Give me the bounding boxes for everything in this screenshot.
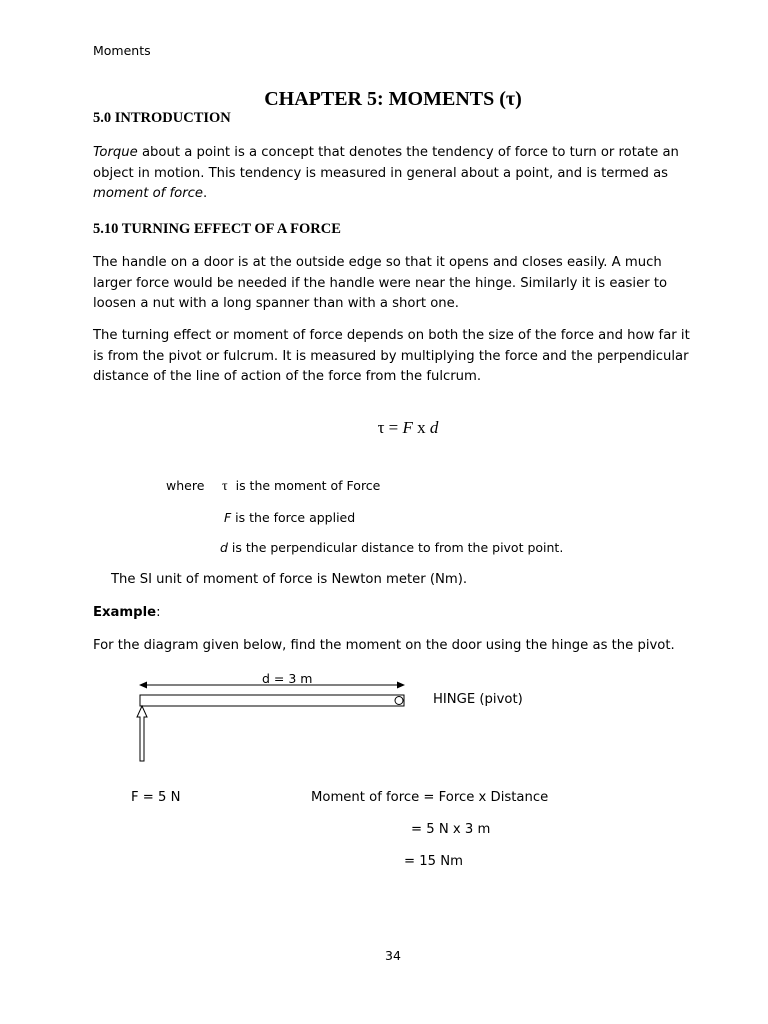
force-label: F = 5 N bbox=[131, 790, 181, 805]
intro-text-2: . bbox=[203, 186, 208, 201]
force-definition bbox=[224, 510, 355, 525]
intro-text-1: about a point is a concept that denotes the tendency of force to turn or rotate an object in motion. This tendency is measured in general about a point, and is termed as bbox=[93, 145, 679, 181]
running-header: Moments bbox=[93, 43, 151, 58]
torque-formula bbox=[0, 418, 768, 438]
turning-paragraph-1: The handle on a door is at the outside edge so that it opens and closes easily. A much larger force would be needed if the handle were near the hinge. Similarly it is easier to loosen a nut with a long spanner than with a short one. bbox=[93, 255, 668, 311]
example-colon: : bbox=[156, 605, 161, 620]
force-definition-text: is the force applied bbox=[231, 510, 356, 525]
tau-definition-text: is the moment of Force bbox=[235, 478, 381, 493]
calc-line-1: Moment of force = Force x Distance bbox=[311, 790, 549, 805]
turning-paragraph-2: The turning effect or moment of force depends on both the size of the force and how far it is from the pivot or fulcrum. It is measured by multiplying the force and the perpendicular distance of the line of action of the force from the fulcrum. bbox=[93, 328, 690, 384]
force-symbol: F bbox=[224, 510, 232, 525]
distance-symbol: d bbox=[220, 540, 228, 555]
example-label bbox=[93, 605, 161, 620]
calc-line-2: = 5 N x 3 m bbox=[411, 822, 491, 837]
example-question: For the diagram given below, find the moment on the door using the hinge as the pivot. bbox=[93, 638, 675, 653]
distance-definition bbox=[220, 540, 563, 555]
intro-heading: 5.0 INTRODUCTION bbox=[93, 110, 231, 126]
si-unit-statement: The SI unit of moment of force is Newton meter (Nm). bbox=[111, 572, 468, 587]
hinge-label: HINGE (pivot) bbox=[433, 692, 523, 707]
formula-force: F bbox=[402, 418, 413, 437]
chapter-title: CHAPTER 5: MOMENTS (τ) bbox=[264, 88, 522, 110]
page-number: 34 bbox=[385, 948, 401, 963]
hinge-circle bbox=[395, 697, 403, 705]
door-bar bbox=[140, 695, 404, 706]
tau-symbol: τ bbox=[222, 479, 228, 494]
tau-definition bbox=[222, 478, 380, 495]
torque-term: Torque bbox=[93, 145, 138, 160]
formula-tau: τ bbox=[377, 418, 385, 437]
formula-equals: = bbox=[384, 418, 403, 437]
calc-line-3: = 15 Nm bbox=[404, 854, 463, 869]
distance-label: d = 3 m bbox=[262, 671, 313, 686]
turning-effect-heading: 5.10 TURNING EFFECT OF A FORCE bbox=[93, 221, 341, 237]
formula-times: x bbox=[412, 418, 430, 437]
distance-definition-text: is the perpendicular distance to from the pivot point. bbox=[227, 540, 564, 555]
example-label-text: Example bbox=[93, 605, 157, 620]
force-arrow bbox=[137, 706, 147, 761]
moment-of-force-term: moment of force bbox=[93, 186, 203, 201]
where-label: where bbox=[166, 478, 205, 493]
formula-distance: d bbox=[429, 418, 439, 437]
intro-paragraph bbox=[93, 143, 703, 205]
